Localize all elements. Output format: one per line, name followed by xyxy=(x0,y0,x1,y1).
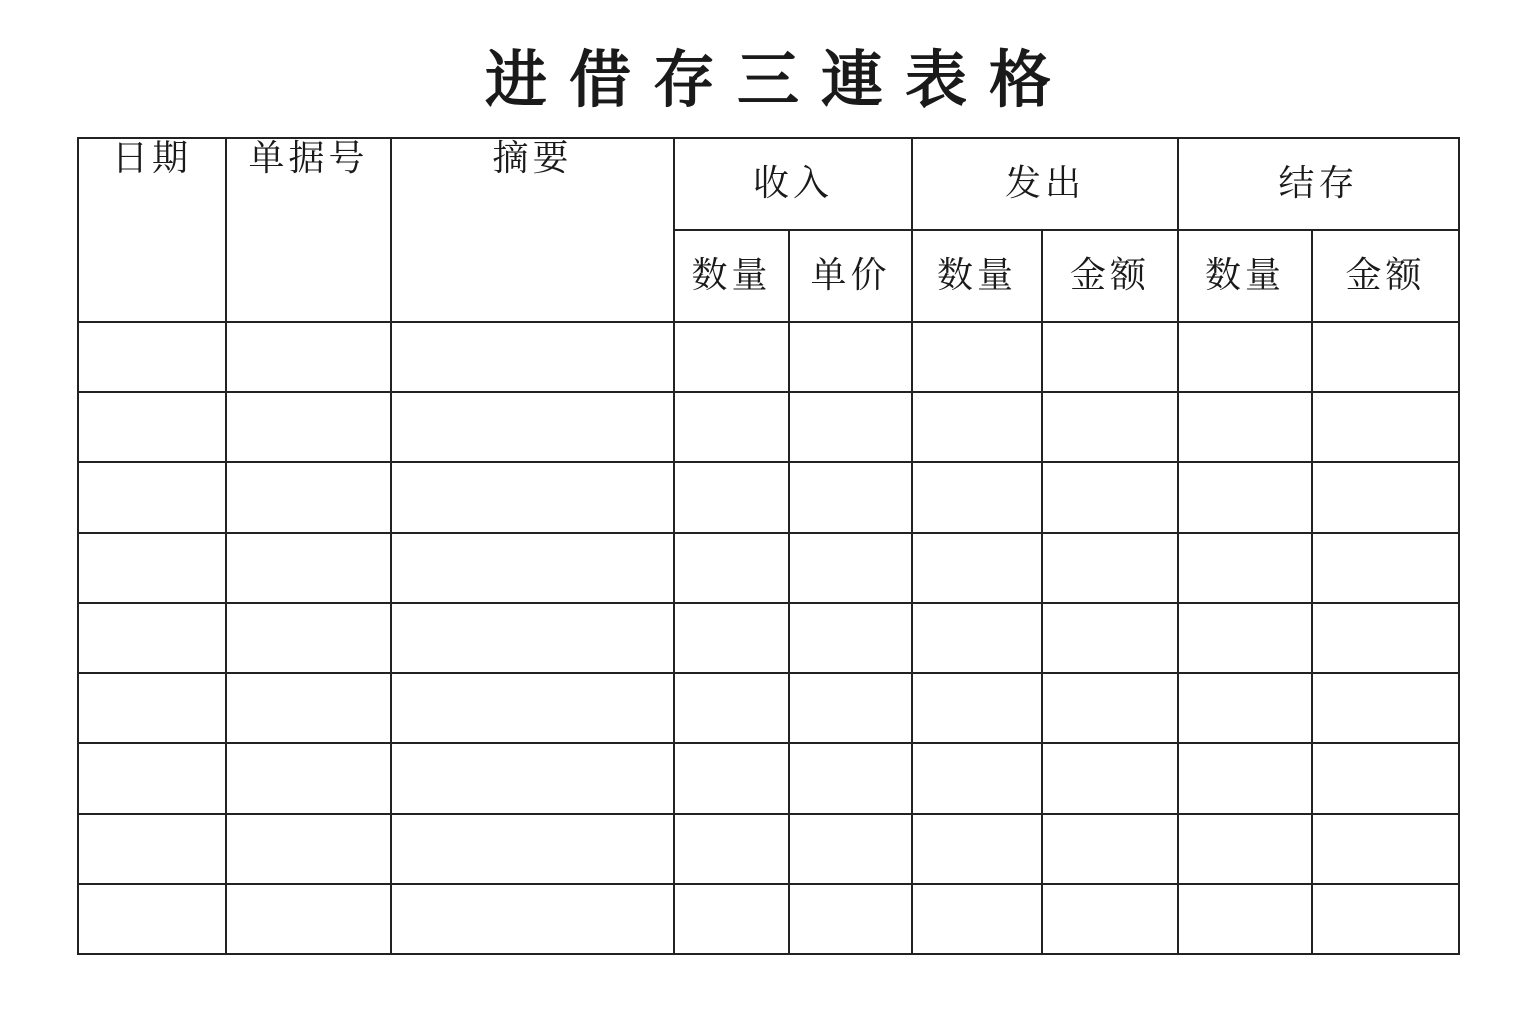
cell-summary[interactable] xyxy=(391,462,674,532)
cell-outgoing-quantity[interactable] xyxy=(912,533,1042,603)
cell-balance-amount[interactable] xyxy=(1312,322,1459,392)
cell-income-quantity[interactable] xyxy=(674,533,789,603)
cell-income-unit-price[interactable] xyxy=(789,533,912,603)
cell-income-unit-price[interactable] xyxy=(789,392,912,462)
cell-summary[interactable] xyxy=(391,603,674,673)
cell-balance-quantity[interactable] xyxy=(1178,392,1312,462)
cell-doc-no[interactable] xyxy=(226,392,391,462)
cell-income-unit-price[interactable] xyxy=(789,743,912,813)
cell-date[interactable] xyxy=(78,392,226,462)
cell-date[interactable] xyxy=(78,743,226,813)
cell-balance-amount[interactable] xyxy=(1312,462,1459,532)
table-row xyxy=(78,603,1459,673)
cell-date[interactable] xyxy=(78,814,226,884)
column-header-outgoing-amount: 金额 xyxy=(1042,230,1178,322)
cell-balance-amount[interactable] xyxy=(1312,884,1459,954)
cell-summary[interactable] xyxy=(391,322,674,392)
table-row xyxy=(78,743,1459,813)
page-title: 进借存三連表格 xyxy=(484,43,1073,116)
cell-summary[interactable] xyxy=(391,533,674,603)
cell-doc-no[interactable] xyxy=(226,533,391,603)
table-row xyxy=(78,322,1459,392)
cell-date[interactable] xyxy=(78,322,226,392)
cell-income-unit-price[interactable] xyxy=(789,884,912,954)
cell-outgoing-quantity[interactable] xyxy=(912,884,1042,954)
cell-outgoing-amount[interactable] xyxy=(1042,462,1178,532)
table-row xyxy=(78,462,1459,532)
ledger-table xyxy=(77,137,1460,955)
cell-outgoing-quantity[interactable] xyxy=(912,603,1042,673)
table-row xyxy=(78,392,1459,462)
column-group-outgoing: 发出 xyxy=(912,138,1178,230)
cell-summary[interactable] xyxy=(391,884,674,954)
cell-date[interactable] xyxy=(78,673,226,743)
cell-outgoing-amount[interactable] xyxy=(1042,743,1178,813)
cell-income-quantity[interactable] xyxy=(674,462,789,532)
cell-outgoing-amount[interactable] xyxy=(1042,392,1178,462)
table-row xyxy=(78,673,1459,743)
cell-income-quantity[interactable] xyxy=(674,322,789,392)
cell-doc-no[interactable] xyxy=(226,673,391,743)
cell-outgoing-quantity[interactable] xyxy=(912,462,1042,532)
table-row xyxy=(78,884,1459,954)
cell-balance-amount[interactable] xyxy=(1312,814,1459,884)
column-header-date: 日期 xyxy=(78,138,226,322)
column-header-balance-amount: 金额 xyxy=(1312,230,1459,322)
cell-outgoing-quantity[interactable] xyxy=(912,814,1042,884)
cell-income-quantity[interactable] xyxy=(674,814,789,884)
cell-doc-no[interactable] xyxy=(226,884,391,954)
cell-balance-amount[interactable] xyxy=(1312,743,1459,813)
cell-income-unit-price[interactable] xyxy=(789,603,912,673)
column-header-summary: 摘要 xyxy=(391,138,674,322)
cell-income-unit-price[interactable] xyxy=(789,673,912,743)
cell-outgoing-amount[interactable] xyxy=(1042,673,1178,743)
cell-balance-quantity[interactable] xyxy=(1178,743,1312,813)
cell-doc-no[interactable] xyxy=(226,322,391,392)
cell-balance-quantity[interactable] xyxy=(1178,603,1312,673)
cell-income-quantity[interactable] xyxy=(674,603,789,673)
cell-summary[interactable] xyxy=(391,743,674,813)
header-row-group xyxy=(78,138,1459,230)
cell-outgoing-quantity[interactable] xyxy=(912,322,1042,392)
cell-balance-quantity[interactable] xyxy=(1178,322,1312,392)
cell-balance-amount[interactable] xyxy=(1312,392,1459,462)
cell-outgoing-quantity[interactable] xyxy=(912,392,1042,462)
cell-balance-quantity[interactable] xyxy=(1178,884,1312,954)
cell-balance-amount[interactable] xyxy=(1312,533,1459,603)
table-row xyxy=(78,533,1459,603)
column-header-doc-no: 单据号 xyxy=(226,138,391,322)
cell-outgoing-amount[interactable] xyxy=(1042,884,1178,954)
cell-balance-amount[interactable] xyxy=(1312,673,1459,743)
cell-date[interactable] xyxy=(78,462,226,532)
cell-income-unit-price[interactable] xyxy=(789,814,912,884)
cell-balance-quantity[interactable] xyxy=(1178,533,1312,603)
column-group-balance: 结存 xyxy=(1178,138,1459,230)
cell-income-quantity[interactable] xyxy=(674,392,789,462)
column-header-income-quantity: 数量 xyxy=(674,230,789,322)
column-header-balance-quantity: 数量 xyxy=(1178,230,1312,322)
cell-date[interactable] xyxy=(78,533,226,603)
cell-date[interactable] xyxy=(78,884,226,954)
cell-summary[interactable] xyxy=(391,673,674,743)
cell-doc-no[interactable] xyxy=(226,462,391,532)
cell-outgoing-amount[interactable] xyxy=(1042,603,1178,673)
cell-doc-no[interactable] xyxy=(226,603,391,673)
cell-income-quantity[interactable] xyxy=(674,673,789,743)
cell-income-quantity[interactable] xyxy=(674,743,789,813)
cell-outgoing-quantity[interactable] xyxy=(912,673,1042,743)
cell-balance-quantity[interactable] xyxy=(1178,673,1312,743)
cell-doc-no[interactable] xyxy=(226,814,391,884)
cell-income-unit-price[interactable] xyxy=(789,322,912,392)
cell-doc-no[interactable] xyxy=(226,743,391,813)
cell-outgoing-amount[interactable] xyxy=(1042,322,1178,392)
table-row xyxy=(78,814,1459,884)
cell-balance-quantity[interactable] xyxy=(1178,814,1312,884)
cell-date[interactable] xyxy=(78,603,226,673)
cell-income-unit-price[interactable] xyxy=(789,462,912,532)
cell-outgoing-amount[interactable] xyxy=(1042,814,1178,884)
column-header-income-unit-price: 单价 xyxy=(789,230,912,322)
column-header-outgoing-quantity: 数量 xyxy=(912,230,1042,322)
ledger-body xyxy=(78,322,1459,954)
cell-summary[interactable] xyxy=(391,392,674,462)
cell-outgoing-quantity[interactable] xyxy=(912,743,1042,813)
cell-balance-amount[interactable] xyxy=(1312,603,1459,673)
column-group-income: 收入 xyxy=(674,138,912,230)
cell-income-quantity[interactable] xyxy=(674,884,789,954)
cell-balance-quantity[interactable] xyxy=(1178,462,1312,532)
cell-outgoing-amount[interactable] xyxy=(1042,533,1178,603)
cell-summary[interactable] xyxy=(391,814,674,884)
